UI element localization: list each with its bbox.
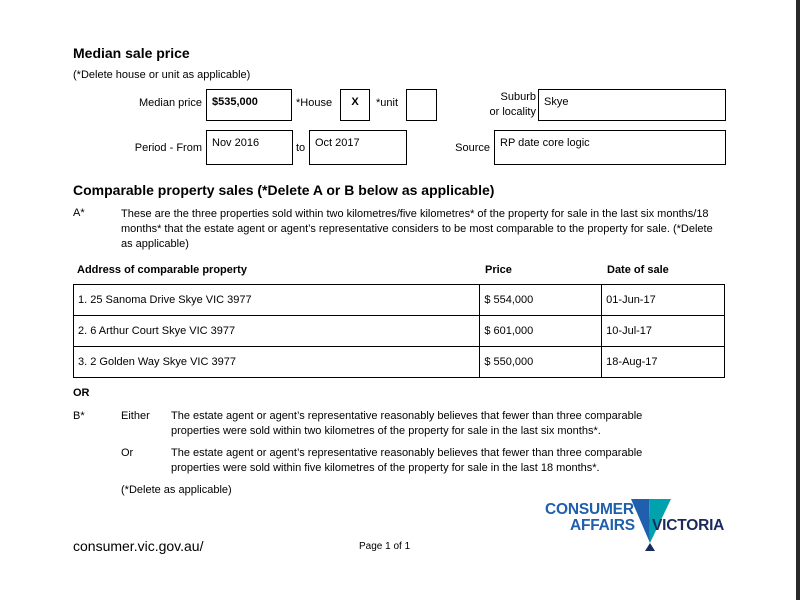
unit-checkbox[interactable]: [406, 89, 437, 121]
table-row: [74, 347, 725, 378]
logo-text-line2: AFFAIRS: [570, 517, 635, 534]
consumer-affairs-victoria-logo: [545, 497, 730, 553]
option-a-text: These are the three properties sold within two kilometres/five kilometres* of the property for sale in the last six months/18 months* that the estate agent or agent’s representative considers to be most comparable to the property for sale. (*Delete as applicable): [121, 208, 713, 250]
delete-note: (*Delete as applicable): [121, 484, 232, 496]
source-field[interactable]: RP date core logic: [494, 130, 726, 165]
date-cell: 01-Jun-17: [602, 285, 725, 316]
or-label: Or: [121, 447, 134, 459]
website-link[interactable]: consumer.vic.gov.au/: [73, 538, 204, 554]
date-cell: 10-Jul-17: [602, 316, 725, 347]
table-row: [74, 285, 725, 316]
suburb-label-line2: or locality: [489, 106, 536, 118]
unit-label: *unit: [376, 97, 399, 109]
comparable-sales-title: Comparable property sales (*Delete A or B below as applicable): [73, 182, 495, 198]
period-from-field[interactable]: Nov 2016: [206, 130, 293, 165]
or-text-line1: The estate agent or agent’s representative reasonably believes that fewer than three comparable: [171, 447, 643, 459]
comparable-sales-table: [73, 284, 725, 378]
page-number: Page 1 of 1: [359, 541, 411, 552]
window-edge: [796, 0, 800, 600]
either-text-line2: properties were sold within two kilometres of the property for sale in the last six months*.: [171, 425, 601, 437]
address-cell: 1. 25 Sanoma Drive Skye VIC 3977: [74, 285, 480, 316]
period-to-label: to: [296, 142, 306, 154]
table-row: [74, 316, 725, 347]
column-header-address: Address of comparable property: [77, 264, 247, 276]
suburb-field[interactable]: Skye: [538, 89, 726, 121]
period-from-label: Period - From: [134, 142, 202, 154]
address-cell: 2. 6 Arthur Court Skye VIC 3977: [74, 316, 480, 347]
either-text-line1: The estate agent or agent’s representative reasonably believes that fewer than three comparable: [171, 410, 643, 422]
address-cell: 3. 2 Golden Way Skye VIC 3977: [74, 347, 480, 378]
either-label: Either: [121, 410, 150, 422]
source-label: Source: [455, 142, 490, 154]
column-header-price: Price: [485, 264, 512, 276]
house-label: *House: [296, 97, 333, 109]
suburb-label-line1: Suburb: [500, 91, 536, 103]
column-header-date: Date of sale: [607, 264, 669, 276]
price-cell: $ 554,000: [480, 285, 602, 316]
price-cell: $ 601,000: [480, 316, 602, 347]
median-price-label: Median price: [139, 97, 202, 109]
price-cell: $ 550,000: [480, 347, 602, 378]
or-separator: OR: [73, 387, 90, 399]
median-sale-price-title: Median sale price: [73, 45, 190, 61]
period-to-field[interactable]: Oct 2017: [309, 130, 407, 165]
option-a-marker: A*: [73, 207, 85, 219]
option-b-marker: B*: [73, 410, 85, 422]
logo-text-line1: CONSUMER: [545, 501, 634, 518]
house-checkbox[interactable]: X: [340, 89, 370, 121]
median-price-field[interactable]: $535,000: [206, 89, 292, 121]
logo-text-line3: VICTORIA: [652, 517, 725, 534]
date-cell: 18-Aug-17: [602, 347, 725, 378]
median-note: (*Delete house or unit as applicable): [73, 69, 251, 81]
or-text-line2: properties were sold within five kilometres of the property for sale in the last 18 months*.: [171, 462, 600, 474]
